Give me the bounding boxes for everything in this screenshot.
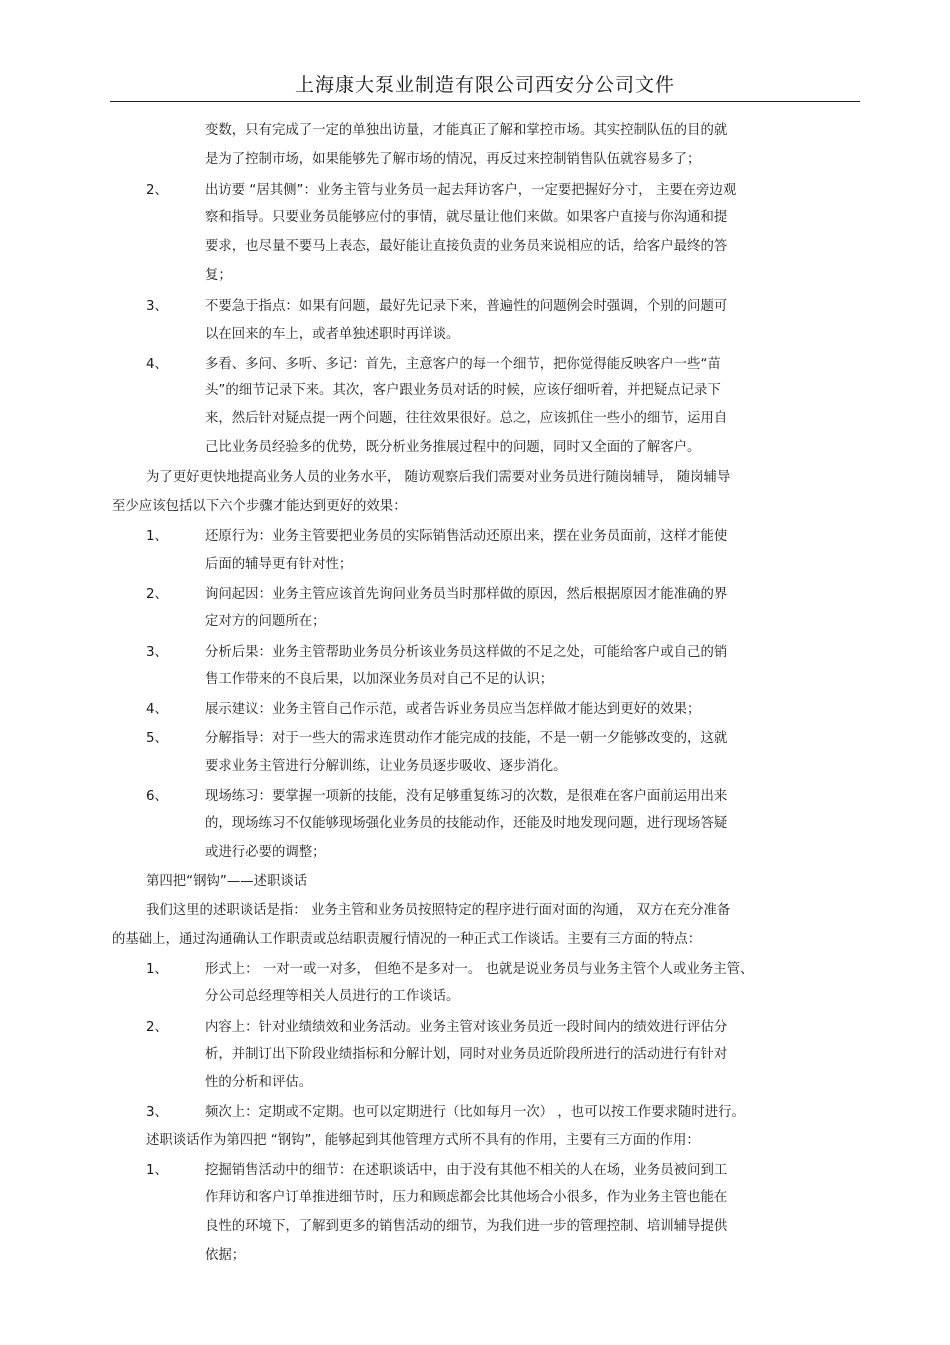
list-item-number: 4、 — [146, 357, 168, 372]
text-line: 性的分析和评估。 — [205, 1075, 313, 1090]
text-line: 述职谈话作为第四把 “钢钩”，能够起到其他管理方式所不具有的作用，主要有三方面的作用： — [146, 1133, 700, 1148]
text-line: 要求业务主管进行分解训练，让业务员逐步吸收、逐步消化。 — [205, 759, 567, 774]
text-line: 是为了控制市场，如果能够先了解市场的情况，再反过来控制销售队伍就容易多了； — [205, 152, 701, 167]
text-line: 依据； — [205, 1248, 246, 1263]
text-line: 挖掘销售活动中的细节：在述职谈话中，由于没有其他不相关的人在场，业务员被问到工 — [205, 1163, 728, 1178]
text-line: 定对方的问题所在； — [205, 614, 326, 629]
list-item-number: 2、 — [146, 1020, 168, 1035]
text-line: 第四把“钢钩”——述职谈话 — [146, 874, 308, 889]
text-line: 至少应该包括以下六个步骤才能达到更好的效果： — [112, 499, 407, 514]
text-line: 变数，只有完成了一定的单独出访量，才能真正了解和掌控市场。其实控制队伍的目的就 — [205, 123, 728, 138]
text-line: 内容上：针对业绩绩效和业务活动。业务主管对该业务员近一段时间内的绩效进行评估分 — [205, 1020, 728, 1035]
document-header-title: 上海康大泵业制造有限公司西安分公司文件 — [294, 74, 675, 96]
text-line: 为了更好更快地提高业务人员的业务水平， 随访观察后我们需要对业务员进行随岗辅导， 随岗辅导 — [146, 470, 731, 485]
list-item-number: 1、 — [146, 1163, 168, 1178]
header-divider — [110, 101, 860, 102]
text-line: 的基础上，通过沟通确认工作职责或总结职责履行情况的一种正式工作谈话。主要有三方面的特点： — [112, 932, 702, 947]
list-item-number: 3、 — [146, 645, 168, 660]
list-item-number: 1、 — [146, 962, 168, 977]
text-line: 以在回来的车上，或者单独述职时再详谈。 — [205, 327, 460, 342]
text-line: 分公司总经理等相关人员进行的工作谈话。 — [205, 989, 460, 1004]
list-item-number: 2、 — [146, 587, 168, 602]
text-line: 复； — [205, 268, 232, 283]
text-line: 还原行为：业务主管要把业务员的实际销售活动还原出来，摆在业务员面前，这样才能使 — [205, 529, 728, 544]
list-item-number: 6、 — [146, 789, 168, 804]
list-item-number: 2、 — [146, 183, 168, 198]
text-line: 作拜访和客户订单推进细节时，压力和顾虑都会比其他场合小很多，作为业务主管也能在 — [205, 1190, 728, 1205]
text-line: 分解指导：对于一些大的需求连贯动作才能完成的技能，不是一朝一夕能够改变的，这就 — [205, 731, 728, 746]
text-line: 析，并制订出下阶段业绩指标和分解计划，同时对业务员近阶段所进行的活动进行有针对 — [205, 1047, 728, 1062]
list-item-number: 4、 — [146, 702, 168, 717]
text-line: 或进行必要的调整； — [205, 845, 326, 860]
text-line: 展示建议：业务主管自己作示范，或者告诉业务员应当怎样做才能达到更好的效果； — [205, 702, 701, 717]
text-line: 形式上： 一对一或一对多， 但绝不是多对一。 也就是说业务员与业务主管个人或业务主管、 — [205, 962, 754, 977]
text-line: 后面的辅导更有针对性； — [205, 557, 353, 572]
text-line: 己比业务员经验多的优势，既分析业务推展过程中的问题，同时又全面的了解客户。 — [205, 440, 701, 455]
text-line: 现场练习：要掌握一项新的技能，没有足够重复练习的次数，是很难在客户面前运用出来 — [205, 789, 728, 804]
text-line: 售工作带来的不良后果，以加深业务员对自己不足的认识； — [205, 672, 554, 687]
text-line: 头”的细节记录下来。其次，客户跟业务员对话的时候，应该仔细听着，并把疑点记录下 — [205, 383, 721, 398]
list-item-number: 5、 — [146, 731, 168, 746]
text-line: 察和指导。只要业务员能够应付的事情，就尽量让他们来做。如果客户直接与你沟通和提 — [205, 210, 728, 225]
text-line: 来，然后针对疑点提一两个问题，往往效果很好。总之，应该抓住一些小的细节，运用自 — [205, 411, 728, 426]
list-item-number: 3、 — [146, 1105, 168, 1120]
text-line: 我们这里的述职谈话是指： 业务主管和业务员按照特定的程序进行面对面的沟通， 双方在充分准备 — [146, 903, 731, 918]
text-line: 询问起因：业务主管应该首先询问业务员当时那样做的原因，然后根据原因才能准确的界 — [205, 587, 728, 602]
text-line: 的，现场练习不仅能够现场强化业务员的技能动作，还能及时地发现问题，进行现场答疑 — [205, 816, 728, 831]
text-line: 多看、多问、多听、多记：首先，主意客户的每一个细节，把你觉得能反映客户一些“苗 — [205, 357, 721, 372]
text-line: 分析后果：业务主管帮助业务员分析该业务员这样做的不足之处，可能给客户或自己的销 — [205, 645, 728, 660]
text-line: 良性的环境下，了解到更多的销售活动的细节，为我们进一步的管理控制、培训辅导提供 — [205, 1219, 728, 1234]
list-item-number: 3、 — [146, 299, 168, 314]
text-line: 不要急于指点：如果有问题，最好先记录下来，普遍性的问题例会时强调，个别的问题可 — [205, 299, 728, 314]
text-line: 频次上：定期或不定期。也可以定期进行（比如每月一次） ，也可以按工作要求随时进行。 — [205, 1105, 745, 1120]
text-line: 出访要 “居其侧”：业务主管与业务员一起去拜访客户，一定要把握好分寸， 主要在旁边观 — [205, 183, 737, 198]
list-item-number: 1、 — [146, 529, 168, 544]
text-line: 要求，也尽量不要马上表态，最好能让直接负责的业务员来说相应的话，给客户最终的答 — [205, 239, 728, 254]
